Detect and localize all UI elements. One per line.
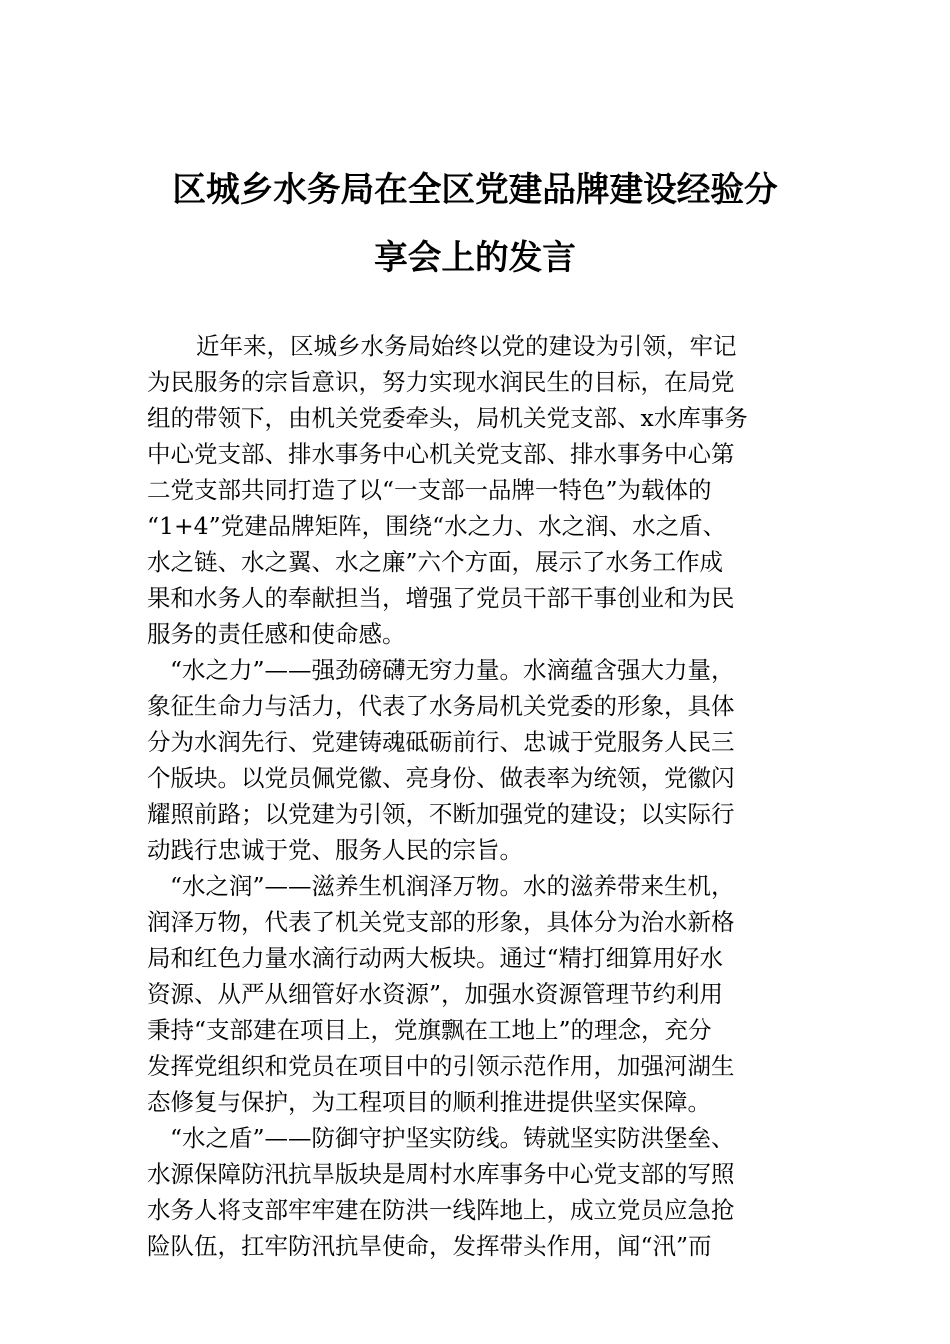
body-line-24: 水源保障防汛抗旱版块是周村水库事务中心党支部的写照 — [147, 1160, 735, 1188]
body-line-26: 险队伍，扛牢防汛抗旱使命，发挥带头作用，闻“汛”而 — [147, 1232, 712, 1260]
body-line-5: 二党支部共同打造了以“一支部一品牌一特色”为载体的 — [147, 476, 712, 504]
body-line-11: 象征生命力与活力，代表了水务局机关党委的形象，具体 — [147, 692, 735, 720]
body-line-15: 动践行忠诚于党、服务人民的宗旨。 — [147, 836, 523, 864]
body-line-10: “水之力”——强劲磅礴无穷力量。水滴蕴含强大力量， — [170, 656, 735, 684]
body-line-7: 水之链、水之翼、水之廉”六个方面，展示了水务工作成 — [147, 548, 724, 576]
body-line-18: 局和红色力量水滴行动两大板块。通过“精打细算用好水 — [147, 944, 724, 972]
document-title-line-1: 区城乡水务局在全区党建品牌建设经验分 — [172, 170, 778, 210]
body-line-13: 个版块。以党员佩党徽、亮身份、做表率为统领，党徽闪 — [147, 764, 735, 792]
body-line-14: 耀照前路；以党建为引领，不断加强党的建设；以实际行 — [147, 800, 735, 828]
body-line-23: “水之盾”——防御守护坚实防线。铸就坚实防洪堡垒、 — [170, 1124, 735, 1152]
body-line-16: “水之润”——滋养生机润泽万物。水的滋养带来生机， — [170, 872, 735, 900]
body-line-6: “1+4”党建品牌矩阵，围绕“水之力、水之润、水之盾、 — [147, 512, 727, 540]
body-line-2: 为民服务的宗旨意识，努力实现水润民生的目标，在局党 — [147, 368, 735, 396]
body-line-3: 组的带领下，由机关党委牵头，局机关党支部、x水库事务 — [147, 404, 748, 432]
body-line-19: 资源、从严从细管好水资源”，加强水资源管理节约利用 — [147, 980, 724, 1008]
body-line-9: 服务的责任感和使命感。 — [147, 620, 406, 648]
body-line-21: 发挥党组织和党员在项目中的引领示范作用，加强河湖生 — [147, 1052, 735, 1080]
document-title-line-2: 享会上的发言 — [374, 238, 576, 278]
body-line-1: 近年来，区城乡水务局始终以党的建设为引领，牢记 — [196, 332, 737, 360]
body-line-4: 中心党支部、排水事务中心机关党支部、排水事务中心第 — [147, 440, 735, 468]
body-line-12: 分为水润先行、党建铸魂砥砺前行、忠诚于党服务人民三 — [147, 728, 735, 756]
body-line-8: 果和水务人的奉献担当，增强了党员干部干事创业和为民 — [147, 584, 735, 612]
body-line-20: 秉持“支部建在项目上，党旗飘在工地上”的理念，充分 — [147, 1016, 712, 1044]
body-line-17: 润泽万物，代表了机关党支部的形象，具体分为治水新格 — [147, 908, 735, 936]
body-line-25: 水务人将支部牢牢建在防洪一线阵地上，成立党员应急抢 — [147, 1196, 735, 1224]
body-line-22: 态修复与保护，为工程项目的顺利推进提供坚实保障。 — [147, 1088, 711, 1116]
